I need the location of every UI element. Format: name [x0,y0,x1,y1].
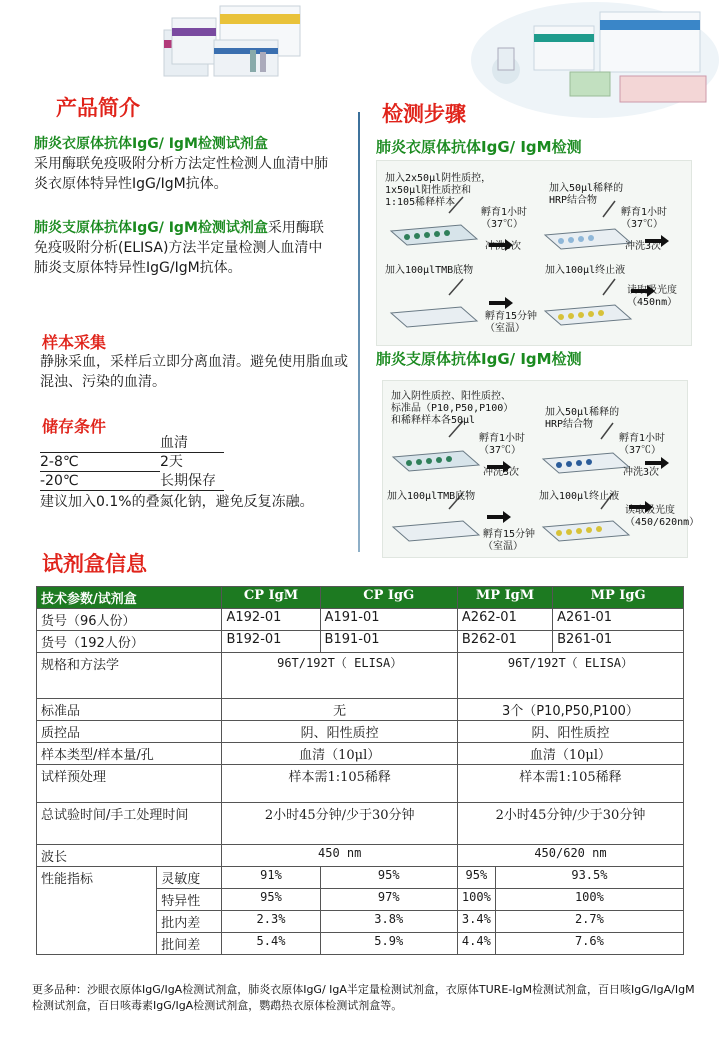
table-cell: 97% [320,889,457,911]
mp-steps-title: 肺炎支原体抗体IgG/ IgM检测 [376,350,582,368]
mp-step-7: 加入100μlTMB底物 [387,491,476,502]
cp-step-5: 孵育1小时 （37℃） [621,207,668,230]
table-cell: 4.4% [457,933,495,955]
mp-step-9: 加入100μl终止液 [539,491,620,502]
cp-step-3: 冲洗3次 [485,241,522,252]
table-cell: 样本需1:105稀释 [457,765,683,803]
table-cell: 2小时45分钟/少于30分钟 [222,803,457,845]
cp-step-4: 加入50μl稀释的 HRP结合物 [549,183,624,206]
table-row [37,721,684,743]
table-cell: 2.7% [495,911,683,933]
table-cell: 2小时45分钟/少于30分钟 [457,803,683,845]
perf-name: 特异性 [157,889,222,911]
row-label: 试样预处理 [37,765,222,803]
mp-step-2: 孵育1小时 （37℃） [479,433,526,456]
table-row [37,867,684,889]
header-cp-igm: CP IgM [222,587,320,609]
mp-step-10: 读取吸光度 （450/620nm） [625,505,700,528]
row-label: 标准品 [37,699,222,721]
table-row [37,609,684,631]
storage-note: 建议加入0.1%的叠氮化钠，避免反复冻融。 [40,494,314,510]
table-row [37,631,684,653]
storage-blank [40,434,160,453]
row-label: 质控品 [37,721,222,743]
table-cell: 96T/192T（ ELISA） [457,653,683,699]
cp-steps-title: 肺炎衣原体抗体IgG/ IgM检测 [376,138,582,156]
cp-step-2: 孵育1小时 （37℃） [481,207,528,230]
steps-title: 检测步骤 [382,102,466,126]
table-cell: 96T/192T（ ELISA） [222,653,457,699]
table-row [37,743,684,765]
row-label: 货号（96人份） [37,609,222,631]
row-label: 总试验时间/手工处理时间 [37,803,222,845]
table-cell: 5.9% [320,933,457,955]
table-row [37,765,684,803]
table-header-row [37,587,684,609]
table-cell: B261-01 [553,631,684,653]
row-label: 波长 [37,845,222,867]
storage-value: 长期保存 [160,472,224,491]
table-cell: B191-01 [320,631,457,653]
table-cell: 阴、阳性质控 [222,721,457,743]
cp-kit-name: 肺炎衣原体抗体IgG/ IgM检测试剂盒 [34,136,268,152]
table-row [37,653,684,699]
header-param: 技术参数/试剂盒 [37,587,222,609]
table-cell: 95% [320,867,457,889]
storage-value: 2天 [160,454,183,470]
column-divider [358,112,360,552]
storage-temp: 2-8℃ [40,453,160,472]
cp-step-8: 孵育15分钟 （室温） [485,311,538,334]
storage-table [40,434,224,491]
mp-step-1: 加入阴性质控、阳性质控、 标准品（P10,P50,P100） 和稀释样本各50μl [391,391,514,426]
header-mp-igg: MP IgG [553,587,684,609]
table-row [37,803,684,845]
mp-step-6: 冲洗3次 [623,467,660,478]
product-photo-right [470,0,720,120]
table-cell: 样本需1:105稀释 [222,765,457,803]
table-cell: 无 [222,699,457,721]
sample-title: 样本采集 [42,333,107,352]
row-label: 规格和方法学 [37,653,222,699]
table-cell: 93.5% [495,867,683,889]
mp-step-5: 孵育1小时 （37℃） [619,433,666,456]
cp-step-9: 加入100μl终止液 [545,265,626,276]
table-cell: 450/620 nm [457,845,683,867]
table-row [37,845,684,867]
table-cell: 血清（10μl） [457,743,683,765]
sample-text: 静脉采血，采样后立即分离血清。避免使用脂血或混浊、污染的血清。 [40,354,348,390]
table-cell: A191-01 [320,609,457,631]
kit-info-table [36,586,684,955]
mp-procedure-diagram [382,380,700,558]
table-cell: 5.4% [222,933,320,955]
mp-step-3: 冲洗3次 [483,467,520,478]
mp-intro [34,218,334,278]
row-label: 性能指标 [37,867,157,955]
mp-step-4: 加入50μl稀释的 HRP结合物 [545,407,620,430]
table-cell: B192-01 [222,631,320,653]
more-products-note: 更多品种：沙眼衣原体IgG/IgA检测试剂盒，肺炎衣原体IgG/ IgA半定量检测试剂盒，衣原体TURE-IgM检测试剂盒，百日咳IgG/IgA/IgM检测试剂盒，百日咳毒素IgG/IgA检测试剂盒，鹦鹉热衣原体检测试剂盒等。 [32,983,695,1012]
table-cell: A261-01 [553,609,684,631]
table-cell: 100% [457,889,495,911]
cp-step-10: 读取吸光度 （450nm） [627,285,678,308]
cp-step-7: 加入100μlTMB底物 [385,265,474,276]
header-cp-igg: CP IgG [320,587,457,609]
perf-name: 批内差 [157,911,222,933]
cp-step-6: 冲洗3次 [625,241,662,252]
table-cell: 91% [222,867,320,889]
perf-name: 灵敏度 [157,867,222,889]
perf-name: 批间差 [157,933,222,955]
table-cell: 450 nm [222,845,457,867]
product-photo-left [150,0,310,90]
mp-kit-desc: 采用酶联免疫吸附分析(ELISA)方法半定量检测人血清中肺炎支原体特异性IgG/IgM抗体。 [34,220,324,276]
cp-step-1: 加入2x50μl阴性质控， 1x50μl阳性质控和 1:105稀释样本 [385,173,492,208]
table-cell: 血清（10μl） [222,743,457,765]
table-row [37,699,684,721]
mp-kit-name: 肺炎支原体抗体IgG/ IgM检测试剂盒 [34,220,268,236]
row-label: 样本类型/样本量/孔 [37,743,222,765]
storage-title: 储存条件 [42,417,107,436]
storage-temp: -20℃ [40,472,160,491]
kit-title: 试剂盒信息 [42,552,147,576]
table-cell: 95% [457,867,495,889]
mp-step-8: 孵育15分钟 （室温） [483,529,536,552]
row-label: 货号（192人份） [37,631,222,653]
cp-procedure-diagram [376,160,692,346]
cp-intro [34,134,334,194]
storage-col-header: 血清 [160,434,224,453]
table-cell: 2.3% [222,911,320,933]
table-cell: A262-01 [457,609,552,631]
header-mp-igm: MP IgM [457,587,552,609]
table-cell: 3个（P10,P50,P100） [457,699,683,721]
table-cell: 95% [222,889,320,911]
cp-kit-desc: 采用酶联免疫吸附分析方法定性检测人血清中肺炎衣原体特异性IgG/IgM抗体。 [34,156,328,192]
table-cell: B262-01 [457,631,552,653]
table-cell: 3.4% [457,911,495,933]
table-cell: 3.8% [320,911,457,933]
table-cell: 100% [495,889,683,911]
table-cell: A192-01 [222,609,320,631]
table-cell: 7.6% [495,933,683,955]
intro-title: 产品简介 [56,96,140,120]
table-cell: 阴、阳性质控 [457,721,683,743]
